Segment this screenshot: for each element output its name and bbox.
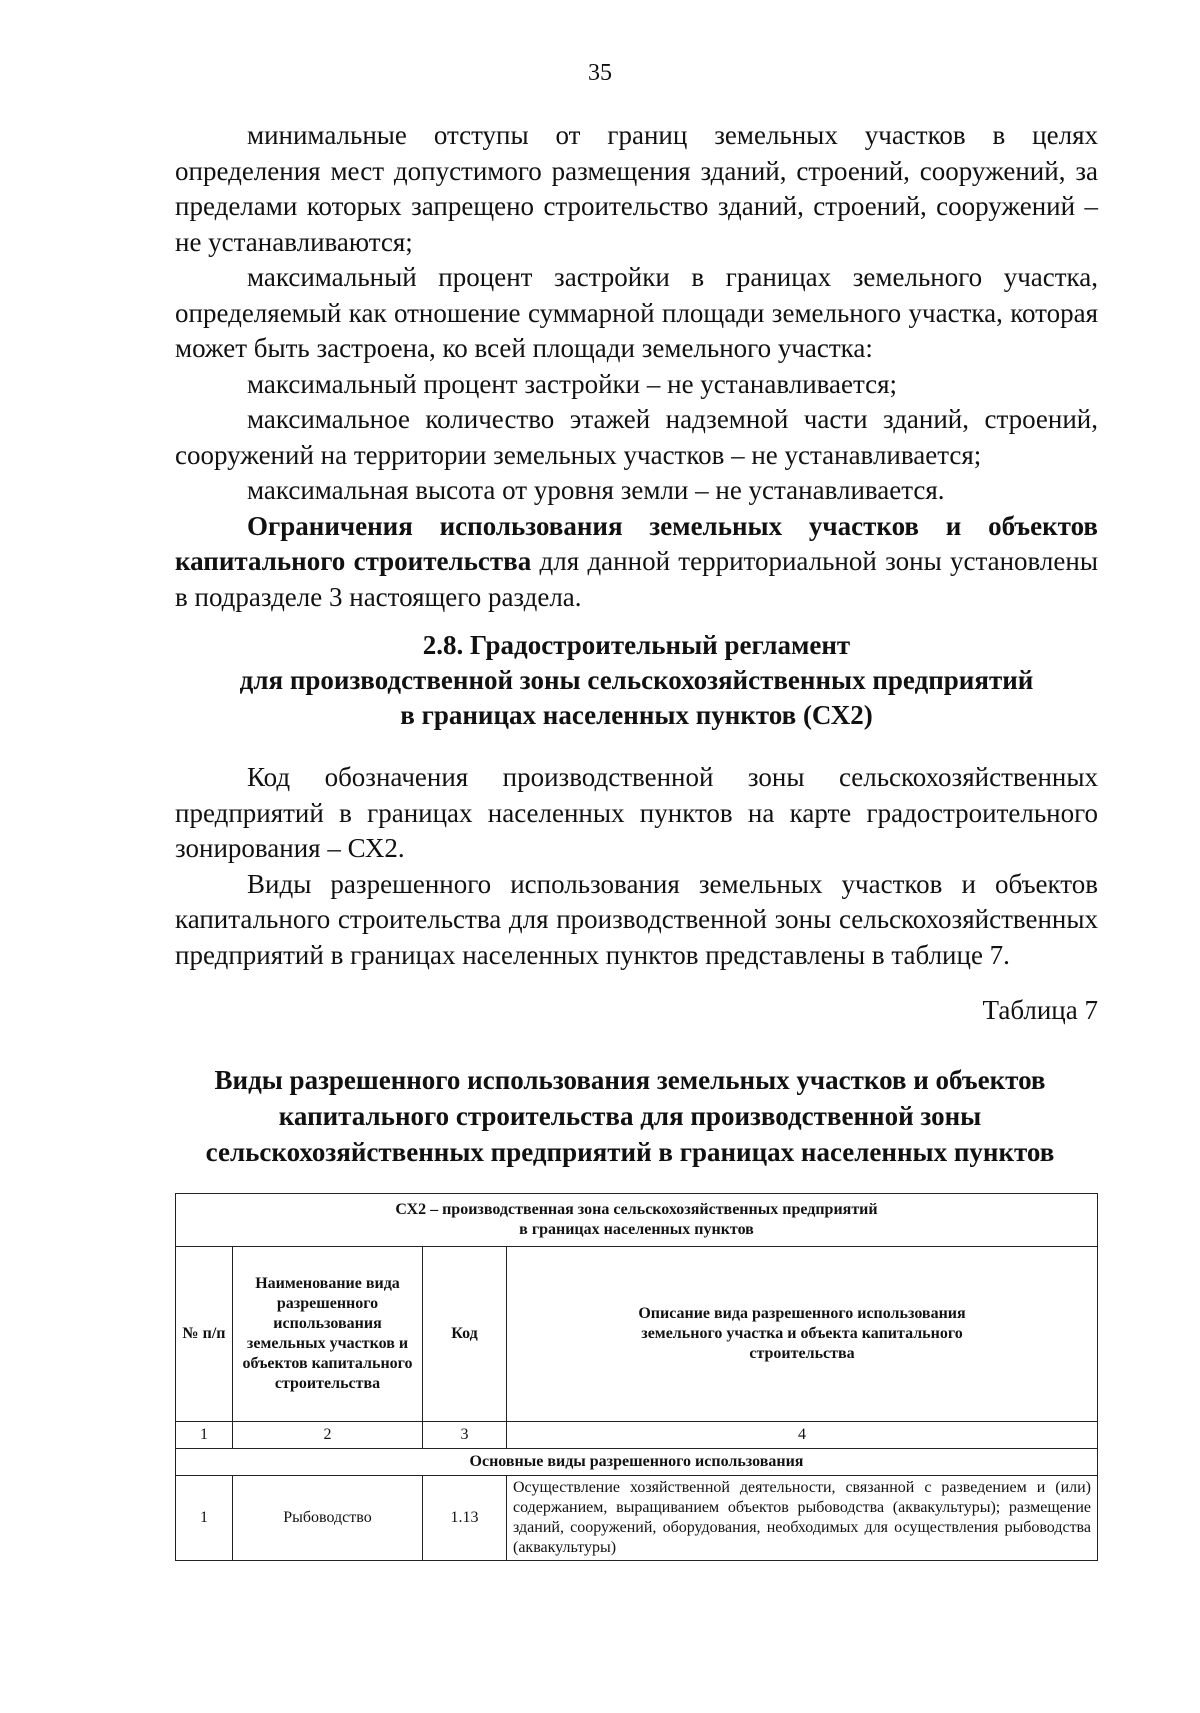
- column-numbers-row: [176, 1422, 1098, 1449]
- paragraph: минимальные отступы от границ земельных участков в целях определения мест допустимого размещения зданий, строений, сооружений, за пределами которых запрещено строительство зданий, строений, сооружений – не устанавливаются;: [175, 120, 1098, 257]
- table-header-row: [176, 1247, 1098, 1422]
- section-heading-line: в границах населенных пунктов (СХ2): [400, 700, 873, 730]
- table-title-line: капитального строительства для производственной зоны: [278, 1101, 982, 1131]
- paragraph: максимальный процент застройки в границах земельного участка, определяемый как отношение суммарной площади земельного участка, которая может быть застроена, ко всей площади земельного участка:: [175, 262, 1098, 363]
- paragraph: Виды разрешенного использования земельных участков и объектов капитального строительства для производственной зоны сельскохозяйственных предприятий в границах населенных пунктов представлены в таблице 7.: [175, 868, 1098, 970]
- paragraph: максимальная высота от уровня земли – не устанавливается.: [247, 475, 945, 505]
- zone-title-line: СХ2 – производственная зона сельскохозяйственных предприятий: [395, 1201, 878, 1218]
- table-title: [150, 1062, 1110, 1170]
- restrictions-text: для данной территориальной зоны установлены в подразделе 3 настоящего раздела.: [175, 546, 1098, 612]
- column-number: 1: [176, 1422, 233, 1449]
- zone-title-line: в границах населенных пунктов: [519, 1221, 754, 1238]
- row-name: Рыбоводство: [233, 1476, 423, 1561]
- section-title-row: [176, 1449, 1098, 1476]
- row-num: 1: [176, 1476, 233, 1561]
- restrictions-paragraph: [175, 509, 1098, 616]
- paragraph: максимальный процент застройки – не устанавливается;: [247, 368, 898, 399]
- header-code: Код: [423, 1247, 507, 1422]
- page-number: 35: [588, 60, 612, 86]
- zone-intro: [175, 760, 1098, 973]
- section-title-cell: Основные виды разрешенного использования: [176, 1449, 1098, 1476]
- column-number: 3: [423, 1422, 507, 1449]
- table-row: [176, 1476, 1098, 1561]
- header-name: Наименование вида разрешенного использования земельных участков и объектов капитального строительства: [233, 1247, 423, 1422]
- header-num: № п/п: [176, 1247, 233, 1422]
- section-heading: [175, 628, 1098, 733]
- header-desc: Описание вида разрешенного использования земельного участка и объекта капитального строительства: [507, 1247, 1098, 1422]
- row-desc: Осуществление хозяйственной деятельности, связанной с разведением и (или) содержанием, выращиванием объектов рыбоводства (аквакультуры); размещение зданий, сооружений, оборудования, необходимых для осуществления рыбоводства (аквакультуры): [507, 1476, 1098, 1561]
- zone-title-cell: [176, 1194, 1098, 1247]
- column-number: 2: [233, 1422, 423, 1449]
- regulation-parameters: [175, 118, 1098, 615]
- paragraph: Код обозначения производственной зоны сельскохозяйственных предприятий в границах населенных пунктов на карте градостроительного зонирования – СХ2.: [175, 762, 1098, 863]
- paragraph: максимальное количество этажей надземной части зданий, строений, сооружений на территории земельных участков – не устанавливается;: [175, 404, 1098, 470]
- table-title-line: Виды разрешенного использования земельных участков и объектов: [214, 1065, 1046, 1095]
- section-heading-line: 2.8. Градостроительный регламент: [422, 630, 851, 660]
- permitted-uses-table: [175, 1193, 1098, 1561]
- restrictions-bold-text: Ограничения использования земельных участков и объектов капитального строительства: [175, 510, 1098, 576]
- table-title-line: сельскохозяйственных предприятий в границах населенных пунктов: [205, 1137, 1055, 1167]
- row-code: 1.13: [423, 1476, 507, 1561]
- column-number: 4: [507, 1422, 1098, 1449]
- table-zone-row: [176, 1194, 1098, 1247]
- table-caption: Таблица 7: [982, 995, 1098, 1025]
- section-heading-line: для производственной зоны сельскохозяйственных предприятий: [239, 665, 1034, 695]
